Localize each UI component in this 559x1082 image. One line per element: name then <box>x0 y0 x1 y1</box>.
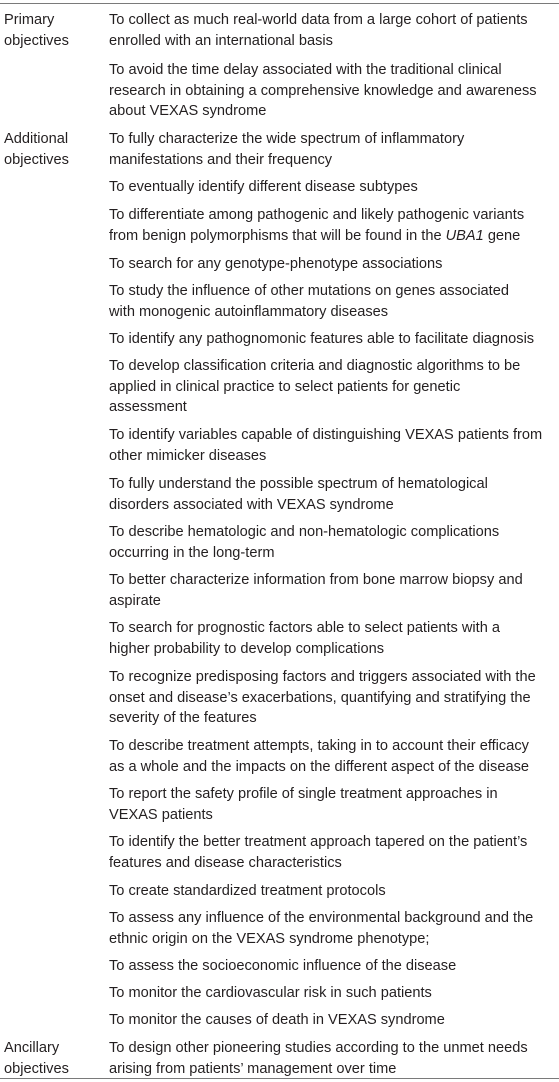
objective-line: disorders associated with VEXAS syndrome <box>109 496 394 513</box>
objective-item <box>109 60 556 122</box>
objective-line: research in obtaining a comprehensive knowledge and awareness <box>109 82 537 99</box>
objective-item <box>109 474 556 515</box>
objective-line: To collect as much real-world data from a large cohort of patients <box>109 12 528 28</box>
objective-item <box>109 254 556 275</box>
objective-item <box>109 281 556 322</box>
objective-line: To eventually identify different disease subtypes <box>109 179 418 195</box>
objective-item <box>109 10 556 51</box>
objective-line: To develop classification criteria and diagnostic algorithms to be <box>109 358 521 374</box>
objective-item <box>109 784 556 825</box>
objective-item <box>109 1010 556 1031</box>
objective-line: onset and disease’s exacerbations, quantifying and stratifying the <box>109 689 531 706</box>
objective-line: To assess any influence of the environmental background and the <box>109 910 534 926</box>
objective-line: To design other pioneering studies according to the unmet needs <box>109 1040 528 1056</box>
objective-item <box>109 881 556 902</box>
category-line: Primary <box>4 12 55 28</box>
category-line: Additional <box>4 131 69 147</box>
objective-line: To fully understand the possible spectrum of hematological <box>109 476 488 492</box>
objective-line: To search for any genotype-phenotype associations <box>109 256 443 272</box>
objective-line: To assess the socioeconomic influence of the disease <box>109 958 457 974</box>
objective-line: To recognize predisposing factors and triggers associated with the <box>109 669 536 685</box>
objective-item <box>109 956 556 977</box>
objective-item <box>109 129 556 170</box>
objective-item <box>109 1038 556 1079</box>
objective-line: ethnic origin on the VEXAS syndrome phenotype; <box>109 930 430 947</box>
objective-line: To search for prognostic factors able to select patients with a <box>109 620 500 636</box>
category-line: objectives <box>4 1060 69 1077</box>
objective-line: applied in clinical practice to select patients for genetic <box>109 378 461 395</box>
objective-line: with monogenic autoinflammatory diseases <box>109 303 389 320</box>
table-bottom-rule <box>0 1078 559 1079</box>
table-top-rule <box>0 3 559 4</box>
objective-item <box>109 736 556 777</box>
objective-line: as a whole and the impacts on the different aspect of the disease <box>109 758 529 775</box>
category-line: objectives <box>4 151 69 168</box>
objective-line: features and disease characteristics <box>109 854 342 871</box>
objective-item <box>109 618 556 659</box>
objective-item <box>109 356 556 418</box>
objective-line: To create standardized treatment protocols <box>109 883 386 899</box>
category-label <box>4 10 104 51</box>
category-label <box>4 1038 104 1079</box>
objective-line: To identify any pathognomonic features able to facilitate diagnosis <box>109 331 535 347</box>
objective-line: occurring in the long-term <box>109 544 275 561</box>
category-line: Ancillary <box>4 1040 60 1056</box>
objective-line: other mimicker diseases <box>109 447 267 464</box>
category-line: objectives <box>4 32 69 49</box>
objective-line: higher probability to develop complications <box>109 640 385 657</box>
objective-item <box>109 177 556 198</box>
objective-line: aspirate <box>109 592 161 609</box>
category-label <box>4 129 104 170</box>
objective-line: To study the influence of other mutations on genes associated <box>109 283 509 299</box>
objective-item <box>109 983 556 1004</box>
objective-item <box>109 667 556 729</box>
objective-line: To differentiate among pathogenic and likely pathogenic variants <box>109 207 525 223</box>
objective-line: To describe hematologic and non-hematologic complications <box>109 524 500 540</box>
objective-line: severity of the features <box>109 710 257 727</box>
objective-item <box>109 205 556 246</box>
objective-line: To monitor the causes of death in VEXAS syndrome <box>109 1012 445 1028</box>
objective-line: To report the safety profile of single treatment approaches in <box>109 786 498 802</box>
objective-item <box>109 832 556 873</box>
objective-item <box>109 908 556 949</box>
objective-line: To better characterize information from bone marrow biopsy and <box>109 572 523 588</box>
objective-item <box>109 329 556 350</box>
objective-line: enrolled with an international basis <box>109 32 333 49</box>
objective-line: VEXAS patients <box>109 806 213 823</box>
objective-item <box>109 570 556 611</box>
objective-line: about VEXAS syndrome <box>109 103 267 120</box>
objective-line: To monitor the cardiovascular risk in such patients <box>109 985 432 1001</box>
gene-name: UBA1 <box>445 227 484 244</box>
objective-line: To identify variables capable of distinguishing VEXAS patients from <box>109 427 543 443</box>
objective-line: To identify the better treatment approach tapered on the patient’s <box>109 834 528 850</box>
objective-line-uba1: from benign polymorphisms that will be found in the UBA1 gene <box>109 227 521 244</box>
objective-line: assessment <box>109 399 187 416</box>
objective-line: manifestations and their frequency <box>109 151 333 168</box>
objective-item <box>109 522 556 563</box>
objective-item <box>109 425 556 466</box>
objective-line: To avoid the time delay associated with the traditional clinical <box>109 62 502 78</box>
objective-line: To describe treatment attempts, taking in to account their efficacy <box>109 738 529 754</box>
objective-line: arising from patients’ management over time <box>109 1060 397 1077</box>
objective-line: To fully characterize the wide spectrum of inflammatory <box>109 131 465 147</box>
